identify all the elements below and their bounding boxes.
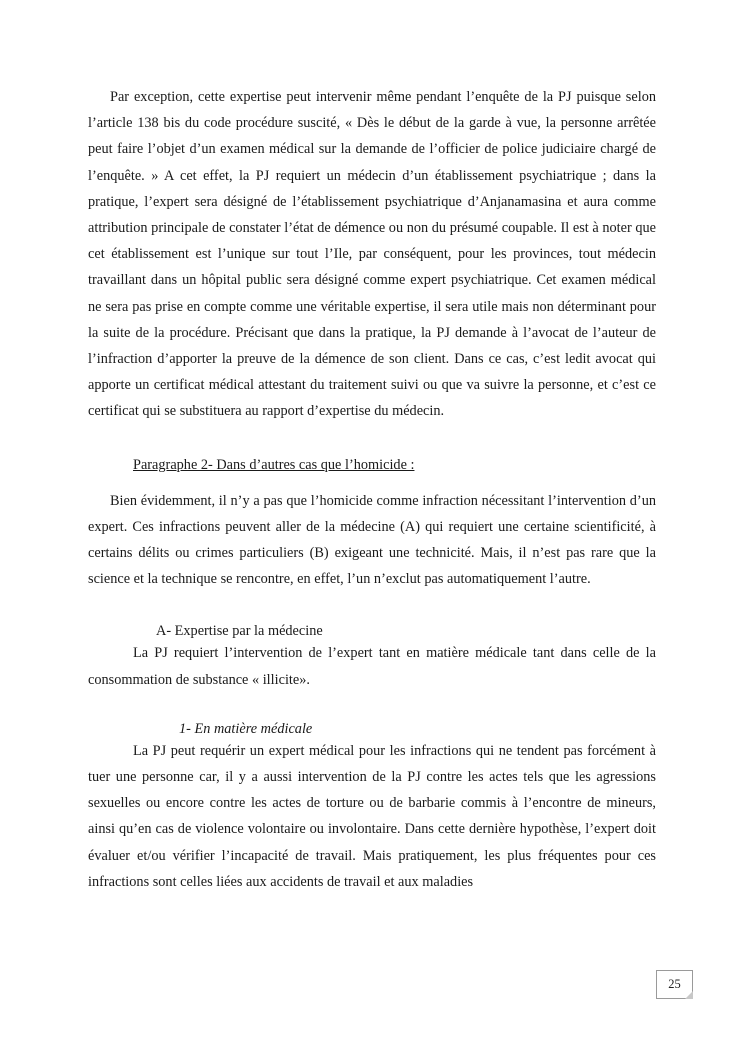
paragraph-pj-requiert: La PJ requiert l’intervention de l’expert tant en matière médicale tant dans celle de la consommation de substance « illicite».	[88, 645, 656, 688]
heading-matiere-medicale: 1- En matière médicale	[179, 720, 313, 737]
paragraph-bien-evidemment: Bien évidemment, il n’y a pas que l’homicide comme infraction nécessitant l’intervention d’un expert. Ces infractions peuvent aller de la médecine (A) qui requiert une certaine scientificité, à certains délits ou crimes particuliers (B) exigeant une technicité. Mais, il n’est pas rare que la science et la technique se rencontre, en effet, l’un n’exclut pas automatiquement l’autre.	[88, 492, 656, 588]
document-page	[88, 84, 656, 895]
paragraph-expert-medical: La PJ peut requérir un expert médical pour les infractions qui ne tendent pas forcément à tuer une personne car, il y a aussi intervention de la PJ contre les actes tels que les agressions sexuelles ou encore contre les actes de torture ou de barbarie commis à l’encontre de mineurs, ainsi qu’en cas de violence volontaire ou involontaire. Dans cette dernière hypothèse, l’expert doit évaluer et/ou vérifier l’incapacité de travail. Mais pratiquement, les plus fréquentes pour ces infractions sont celles liées aux accidents de travail et aux maladies	[88, 742, 656, 890]
paragraph-intro: Par exception, cette expertise peut intervenir même pendant l’enquête de la PJ puisque selon l’article 138 bis du code procédure suscité, « Dès le début de la garde à vue, la personne arrêtée peut faire l’objet d’un examen médical sur la demande de l’officier de police judiciaire chargé de l’enquête. » A cet effet, la PJ requiert un médecin d’un établissement psychiatrique ; dans la pratique, l’expert sera désigné de l’établissement psychiatrique d’Anjanamasina et aura comme attribution principale de constater l’état de démence ou non du présumé coupable. Il est à noter que cet établissement est l’unique sur tout l’Ile, par conséquent, pour les provinces, tout médecin travaillant dans un hôpital public sera désigné comme expert psychiatrique. Cet examen médical ne sera pas prise en compte comme une véritable expertise, il sera utile mais non déterminant pour la suite de la procédure. Précisant que dans la pratique, la PJ demande à l’avocat de l’auteur de l’infraction d’apporter la preuve de la démence de son client. Dans ce cas, c’est ledit avocat qui apporte un certificat médical attestant du traitement suivi ou que va suivre la personne, et c’est ce certificat qui se substituera au rapport d’expertise du médecin.	[88, 89, 656, 420]
heading-paragraphe-2: Paragraphe 2- Dans d’autres cas que l’homicide :	[133, 456, 415, 473]
heading-expertise-medecine: A- Expertise par la médecine	[156, 623, 323, 640]
page-number: 25	[656, 970, 693, 999]
